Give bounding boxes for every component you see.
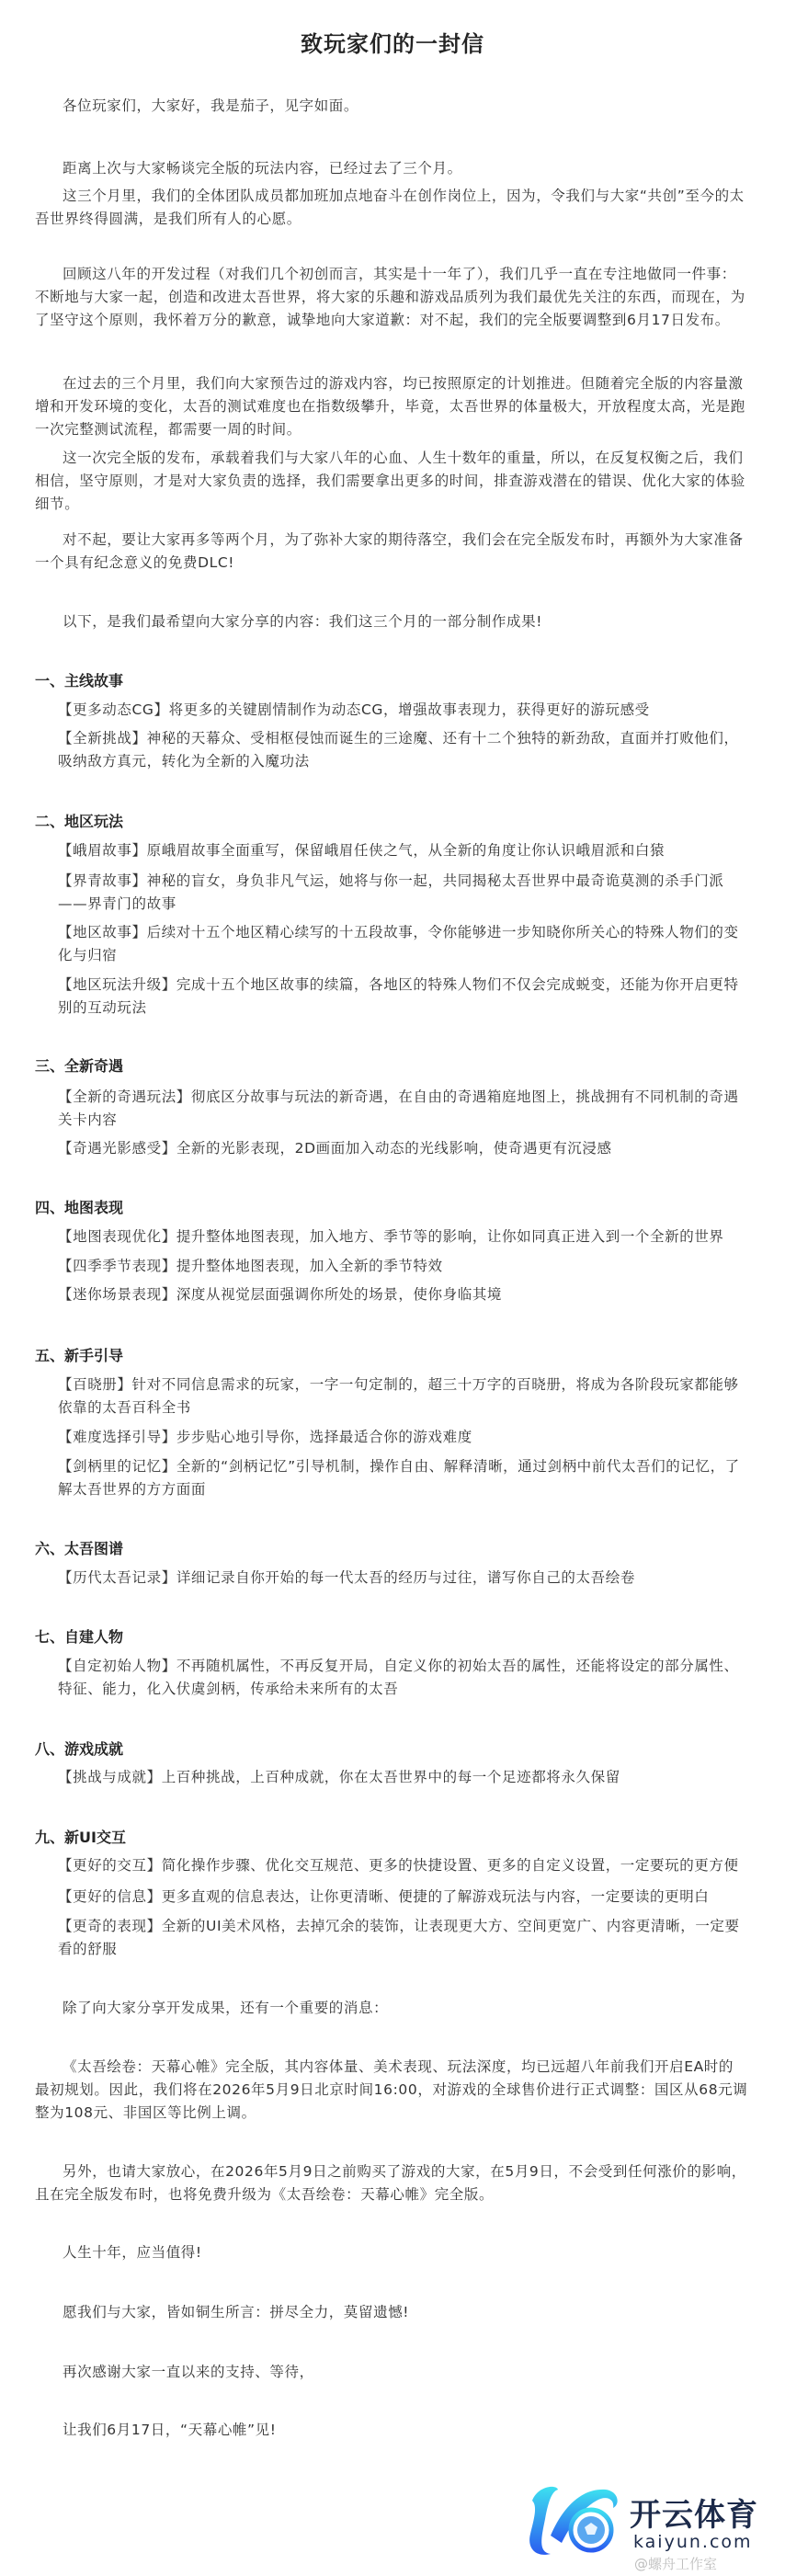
feature-text: 完成十五个地区故事的续篇，各地区的特殊人物们不仅会完成蜕变，还能为你开启更特别的互动玩法 [58,976,739,1016]
intro-paragraph: 对不起，要让大家再多等两个月，为了弥补大家的期待落空，我们会在完全版发布时，再额外为大家准备一个具有纪念意义的免费DLC! [35,531,744,571]
section-heading: 六、太吾图谱 [35,1540,124,1557]
feature-item [58,1137,749,1160]
feature-tag: 【挑战与成就】 [58,1769,162,1785]
feature-item [58,1567,749,1590]
section-heading: 八、游戏成就 [35,1740,124,1758]
feature-text: 不再随机属性，不再反复开局，自定义你的初始太吾的属性，还能将设定的部分属性、特征、能力，化入伏虞剑柄，传承给未来所有的太吾 [58,1658,739,1697]
feature-item [58,870,749,916]
logo-domain: kaiyun.com [633,2532,753,2552]
feature-text: 神秘的天幕众、受相枢侵蚀而诞生的三途魔、还有十二个独特的新劲敌，直面并打败他们，吸纳敌方真元，转化为全新的入魔功法 [58,730,739,769]
feature-item [58,699,749,722]
closing-paragraph: 让我们6月17日，“天幕心帷”见! [63,2422,277,2438]
intro-paragraph: 以下，是我们最希望向大家分享的内容：我们这三个月的一部分制作成果! [63,613,543,630]
feature-text: 深度从视觉层面强调你所处的场景，使你身临其境 [176,1286,503,1303]
closing-paragraph: 人生十年，应当值得! [63,2244,202,2261]
closing-paragraph: 另外，也请大家放心，在2026年5月9日之前购买了游戏的大家，在5月9日，不会受到任何涨价的影响，且在完全版发布时，也将免费升级为《太吾绘卷：天幕心帷》完全版。 [35,2163,746,2203]
feature-tag: 【四季季节表现】 [58,1258,176,1274]
feature-item [58,1886,749,1909]
feature-item [58,839,749,862]
feature-tag: 【更好的信息】 [58,1888,162,1905]
intro-paragraph: 距离上次与大家畅谈完全版的玩法内容，已经过去了三个月。 [63,160,462,177]
feature-tag: 【奇遇光影感受】 [58,1140,176,1157]
feature-item [58,921,749,967]
feature-item [58,1373,749,1419]
feature-tag: 【更奇的表现】 [58,1918,162,1934]
feature-text: 简化操作步骤、优化交互规范、更多的快捷设置、更多的自定义设置，一定要玩的更方便 [161,1857,739,1874]
feature-tag: 【更多动态CG】 [58,701,169,718]
section-heading: 七、自建人物 [35,1628,124,1646]
feature-text: 详细记录自你开始的每一代太吾的经历与过往，谱写你自己的太吾绘卷 [176,1569,635,1586]
feature-tag: 【自定初始人物】 [58,1658,176,1674]
feature-text: 彻底区分故事与玩法的新奇遇，在自由的奇遇箱庭地图上，挑战拥有不同机制的奇遇关卡内容 [58,1089,739,1128]
feature-item [58,1086,749,1132]
feature-tag: 【迷你场景表现】 [58,1286,176,1303]
k-ball-logo-icon [525,2482,626,2558]
feature-text: 全新的“剑柄记忆”引导机制，操作自由、解释清晰，通过剑柄中前代太吾们的记忆，了解太吾世界的方方面面 [58,1458,740,1498]
feature-item [58,1426,749,1449]
closing-paragraph: 愿我们与大家，皆如铜生所言：拼尽全力，莫留遗憾! [63,2304,410,2320]
section-heading: 四、地图表现 [35,1199,124,1216]
feature-text: 原峨眉故事全面重写，保留峨眉任侠之气，从全新的角度让你认识峨眉派和白猿 [146,842,666,859]
feature-tag: 【全新的奇遇玩法】 [58,1089,191,1105]
weibo-watermark: @螺舟工作室 [634,2556,718,2572]
greeting-paragraph: 各位玩家们，大家好，我是茄子，见字如面。 [63,97,359,114]
intro-paragraph: 回顾这八年的开发过程（对我们几个初创而言，其实是十一年了），我们几乎一直在专注地做同一件事：不断地与大家一起，创造和改进太吾世界，将大家的乐趣和游戏品质列为我们最优先关注的东西，而现在，为了坚守这个原则，我怀着万分的歉意，诚挚地向大家道歉：对不起，我们的完全版要调整到6月17日发布。 [35,266,745,328]
feature-tag: 【全新挑战】 [58,730,147,747]
feature-tag: 【历代太吾记录】 [58,1569,176,1586]
feature-tag: 【地区故事】 [58,924,147,940]
feature-tag: 【更好的交互】 [58,1857,162,1874]
feature-tag: 【剑柄里的记忆】 [58,1458,176,1475]
feature-text: 全新的光影表现，2D画面加入动态的光线影响，使奇遇更有沉浸感 [176,1140,612,1157]
feature-text: 更多直观的信息表达，让你更清晰、便捷的了解游戏玩法与内容，一定要读的更明白 [161,1888,710,1905]
intro-paragraph: 这三个月里，我们的全体团队成员都加班加点地奋斗在创作岗位上，因为，令我们与大家“共创”至今的太吾世界终得圆满，是我们所有人的心愿。 [35,188,745,227]
feature-tag: 【百晓册】 [58,1376,132,1393]
feature-item [58,1455,749,1501]
feature-item [58,1225,749,1248]
page-title: 致玩家们的一封信 [301,31,484,57]
intro-paragraph: 在过去的三个月里，我们向大家预告过的游戏内容，均已按照原定的计划推进。但随着完全版的内容量激增和开发环境的变化，太吾的测试难度也在指数级攀升，毕竟，太吾世界的体量极大，开放程度太高，光是跑一次完整测试流程，都需要一周的时间。 [35,375,745,438]
feature-tag: 【地图表现优化】 [58,1228,176,1245]
section-heading: 一、主线故事 [35,672,124,690]
feature-tag: 【峨眉故事】 [58,842,147,859]
feature-text: 提升整体地图表现，加入地方、季节等的影响，让你如同真正进入到一个全新的世界 [176,1228,724,1245]
feature-text: 步步贴心地引导你，选择最适合你的游戏难度 [176,1429,472,1445]
feature-item [58,1766,749,1789]
feature-text: 将更多的关键剧情制作为动态CG，增强故事表现力，获得更好的游玩感受 [168,701,650,718]
feature-text: 后续对十五个地区精心续写的十五段故事，令你能够进一步知晓你所关心的特殊人物们的变化与归宿 [58,924,739,963]
intro-paragraph: 这一次完全版的发布，承载着我们与大家八年的心血、人生十数年的重量，所以，在反复权衡之后，我们相信，坚守原则，才是对大家负责的选择，我们需要拿出更多的时间，排查游戏潜在的错误、优化大家的体验细节。 [35,450,745,512]
feature-text: 神秘的盲女，身负非凡气运，她将与你一起，共同揭秘太吾世界中最奇诡莫测的杀手门派——界青门的故事 [58,872,724,912]
feature-text: 上百种挑战，上百种成就，你在太吾世界中的每一个足迹都将永久保留 [161,1769,620,1785]
closing-paragraph: 除了向大家分享开发成果，还有一个重要的消息： [63,2000,389,2016]
feature-text: 针对不同信息需求的玩家，一字一句定制的，超三十万字的百晓册，将成为各阶段玩家都能够依靠的太吾百科全书 [58,1376,739,1416]
feature-item [58,1283,749,1306]
section-heading: 二、地区玩法 [35,813,124,830]
closing-paragraph: 再次感谢大家一直以来的支持、等待， [63,2364,314,2380]
feature-item [58,1655,749,1701]
feature-text: 全新的UI美术风格，去掉冗余的装饰，让表现更大方、空间更宽广、内容更清晰，一定要看的舒服 [58,1918,740,1957]
feature-item [58,1255,749,1278]
kaiyun-logo [525,2482,779,2558]
feature-tag: 【界青故事】 [58,872,147,889]
section-heading: 五、新手引导 [35,1347,124,1364]
section-heading: 三、全新奇遇 [35,1057,124,1075]
feature-tag: 【难度选择引导】 [58,1429,176,1445]
section-heading: 九、新UI交互 [35,1829,126,1846]
feature-item [58,727,749,773]
price-announcement-paragraph: 《太吾绘卷：天幕心帷》完全版，其内容体量、美术表现、玩法深度，均已远超八年前我们开启EA时的最初规划。因此，我们将在2026年5月9日北京时间16:00，对游戏的全球售价进行正式调整：国区从68元调整为108元、非国区等比例上调。 [35,2058,748,2121]
logo-name: 开云体育 [630,2497,758,2534]
feature-item [58,1915,749,1961]
feature-text: 提升整体地图表现，加入全新的季节特效 [176,1258,443,1274]
feature-item [58,1854,749,1877]
feature-tag: 【地区玩法升级】 [58,976,176,993]
feature-item [58,974,749,1020]
